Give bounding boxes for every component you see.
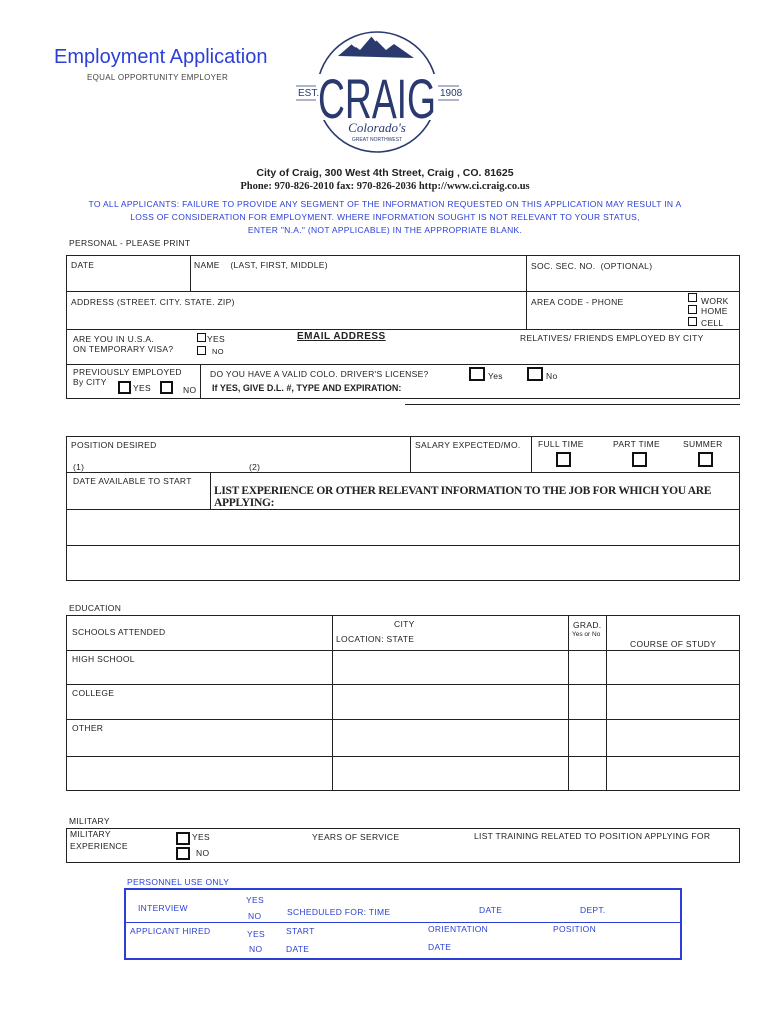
logo-name: CRAIG — [318, 67, 436, 130]
military-yes-label: YES — [192, 832, 210, 842]
part-time-checkbox[interactable] — [632, 452, 647, 467]
orientation-label: ORIENTATION — [428, 924, 489, 934]
grad-header: GRAD. — [573, 620, 602, 630]
work-label: WORK — [701, 296, 729, 306]
license-no-checkbox[interactable] — [527, 367, 543, 381]
license-question: DO YOU HAVE A VALID COLO. DRIVER'S LICENSE? — [210, 369, 429, 379]
cell-checkbox[interactable] — [688, 317, 697, 326]
date-label: DATE — [71, 260, 95, 270]
license-no-label: No — [546, 371, 558, 381]
full-time-label: FULL TIME — [538, 439, 584, 449]
position-label: POSITION — [553, 924, 597, 934]
license-detail: If YES, GIVE D.L. #, TYPE AND EXPIRATION: — [212, 383, 402, 393]
personnel-heading: PERSONNEL USE ONLY — [127, 877, 230, 887]
usa-label-2: ON TEMPORARY VISA? — [73, 344, 174, 354]
row-other: OTHER — [72, 723, 104, 733]
row-high-school: HIGH SCHOOL — [72, 654, 135, 664]
home-label: HOME — [701, 306, 728, 316]
notice-line-1: TO ALL APPLICANTS: FAILURE TO PROVIDE ANY SEGMENT OF THE INFORMATION REQUESTED ON THIS APPLICATION MAY RESULT IN A — [88, 199, 682, 209]
license-yes-checkbox[interactable] — [469, 367, 485, 381]
schools-header: SCHOOLS ATTENDED — [72, 627, 166, 637]
cell-label: CELL — [701, 318, 724, 328]
date-label-1: DATE — [479, 905, 503, 915]
course-header: COURSE OF STUDY — [630, 639, 717, 649]
logo-script: Colorado's — [348, 120, 406, 135]
email-label: EMAIL ADDRESS — [297, 331, 386, 342]
prev-no-label: NO — [183, 385, 197, 395]
home-checkbox[interactable] — [688, 305, 697, 314]
visa-yes-checkbox[interactable] — [197, 333, 206, 342]
military-heading: MILITARY — [69, 816, 110, 826]
position-2-label: (2) — [249, 462, 261, 472]
prev-employed-label-1: PREVIOUSLY EMPLOYED — [73, 367, 182, 377]
dept-label: DEPT. — [580, 905, 606, 915]
experience-label: LIST EXPERIENCE OR OTHER RELEVANT INFORMATION TO THE JOB FOR WHICH YOU ARE APPLYING: — [214, 485, 712, 509]
summer-label: SUMMER — [683, 439, 723, 449]
visa-yes-label: YES — [207, 334, 225, 344]
location-header: LOCATION: STATE — [336, 634, 415, 644]
city-contact: Phone: 970-826-2010 fax: 970-826-2036 http://www.ci.craig.co.us — [240, 181, 530, 192]
interview-label: INTERVIEW — [138, 903, 188, 913]
military-exp-label-1: MILITARY — [70, 829, 111, 839]
position-1-label: (1) — [73, 462, 85, 472]
hired-label: APPLICANT HIRED — [130, 926, 211, 936]
full-time-checkbox[interactable] — [556, 452, 571, 467]
visa-no-label: NO — [212, 347, 224, 356]
military-exp-label-2: EXPERIENCE — [70, 841, 128, 851]
logo-est-left: EST. — [298, 88, 320, 99]
personnel-box — [124, 888, 682, 960]
years-of-service-label: YEARS OF SERVICE — [312, 832, 400, 842]
hired-yes: YES — [247, 929, 265, 939]
visa-no-checkbox[interactable] — [197, 346, 206, 355]
license-yes-label: Yes — [488, 371, 503, 381]
name-label: NAME (LAST, FIRST, MIDDLE) — [194, 260, 328, 270]
city-logo — [290, 28, 465, 156]
training-label: LIST TRAINING RELATED TO POSITION APPLYING FOR — [474, 831, 711, 841]
notice-line-2: LOSS OF CONSIDERATION FOR EMPLOYMENT. WHERE INFORMATION SOUGHT IS NOT RELEVANT TO YOUR STATUS, — [130, 212, 640, 222]
date-label-3: DATE — [428, 942, 452, 952]
relatives-label: RELATIVES/ FRIENDS EMPLOYED BY CITY — [520, 333, 704, 343]
subtitle: EQUAL OPPORTUNITY EMPLOYER — [87, 73, 229, 82]
prev-yes-checkbox[interactable] — [118, 381, 131, 394]
row-college: COLLEGE — [72, 688, 115, 698]
date-available-label: DATE AVAILABLE TO START — [73, 476, 192, 486]
position-desired-label: POSITION DESIRED — [71, 440, 157, 450]
scheduled-label: SCHEDULED FOR: TIME — [287, 907, 391, 917]
personal-heading: PERSONAL - PLEASE PRINT — [69, 238, 191, 248]
hired-no: NO — [249, 944, 263, 954]
address-label: ADDRESS (STREET. CITY. STATE. ZIP) — [71, 297, 235, 307]
part-time-label: PART TIME — [613, 439, 660, 449]
work-checkbox[interactable] — [688, 293, 697, 302]
prev-no-checkbox[interactable] — [160, 381, 173, 394]
ssn-label: SOC. SEC. NO. (OPTIONAL) — [531, 261, 653, 271]
summer-checkbox[interactable] — [698, 452, 713, 467]
military-no-checkbox[interactable] — [176, 847, 190, 860]
prev-employed-label-2: By CITY — [73, 377, 107, 387]
military-no-label: NO — [196, 848, 210, 858]
salary-label: SALARY EXPECTED/MO. — [415, 440, 521, 450]
usa-label-1: ARE YOU IN U.S.A. — [73, 334, 154, 344]
city-address: City of Craig, 300 West 4th Street, Craig , CO. 81625 — [256, 167, 514, 179]
start-label: START — [286, 926, 315, 936]
yes-no-header: Yes or No — [572, 631, 601, 638]
area-phone-label: AREA CODE - PHONE — [531, 297, 624, 307]
logo-tagline: GREAT NORTHWEST — [351, 137, 403, 143]
city-header: CITY — [394, 619, 415, 629]
notice-line-3: ENTER "N.A." (NOT APPLICABLE) IN THE APPROPRIATE BLANK. — [247, 225, 523, 235]
date-label-2: DATE — [286, 944, 310, 954]
logo-est-right: 1908 — [440, 88, 463, 99]
prev-yes-label: YES — [133, 383, 151, 393]
education-heading: EDUCATION — [69, 603, 122, 613]
military-yes-checkbox[interactable] — [176, 832, 190, 845]
interview-yes: YES — [246, 895, 264, 905]
page-title: Employment Application — [54, 46, 268, 68]
interview-no: NO — [248, 911, 262, 921]
